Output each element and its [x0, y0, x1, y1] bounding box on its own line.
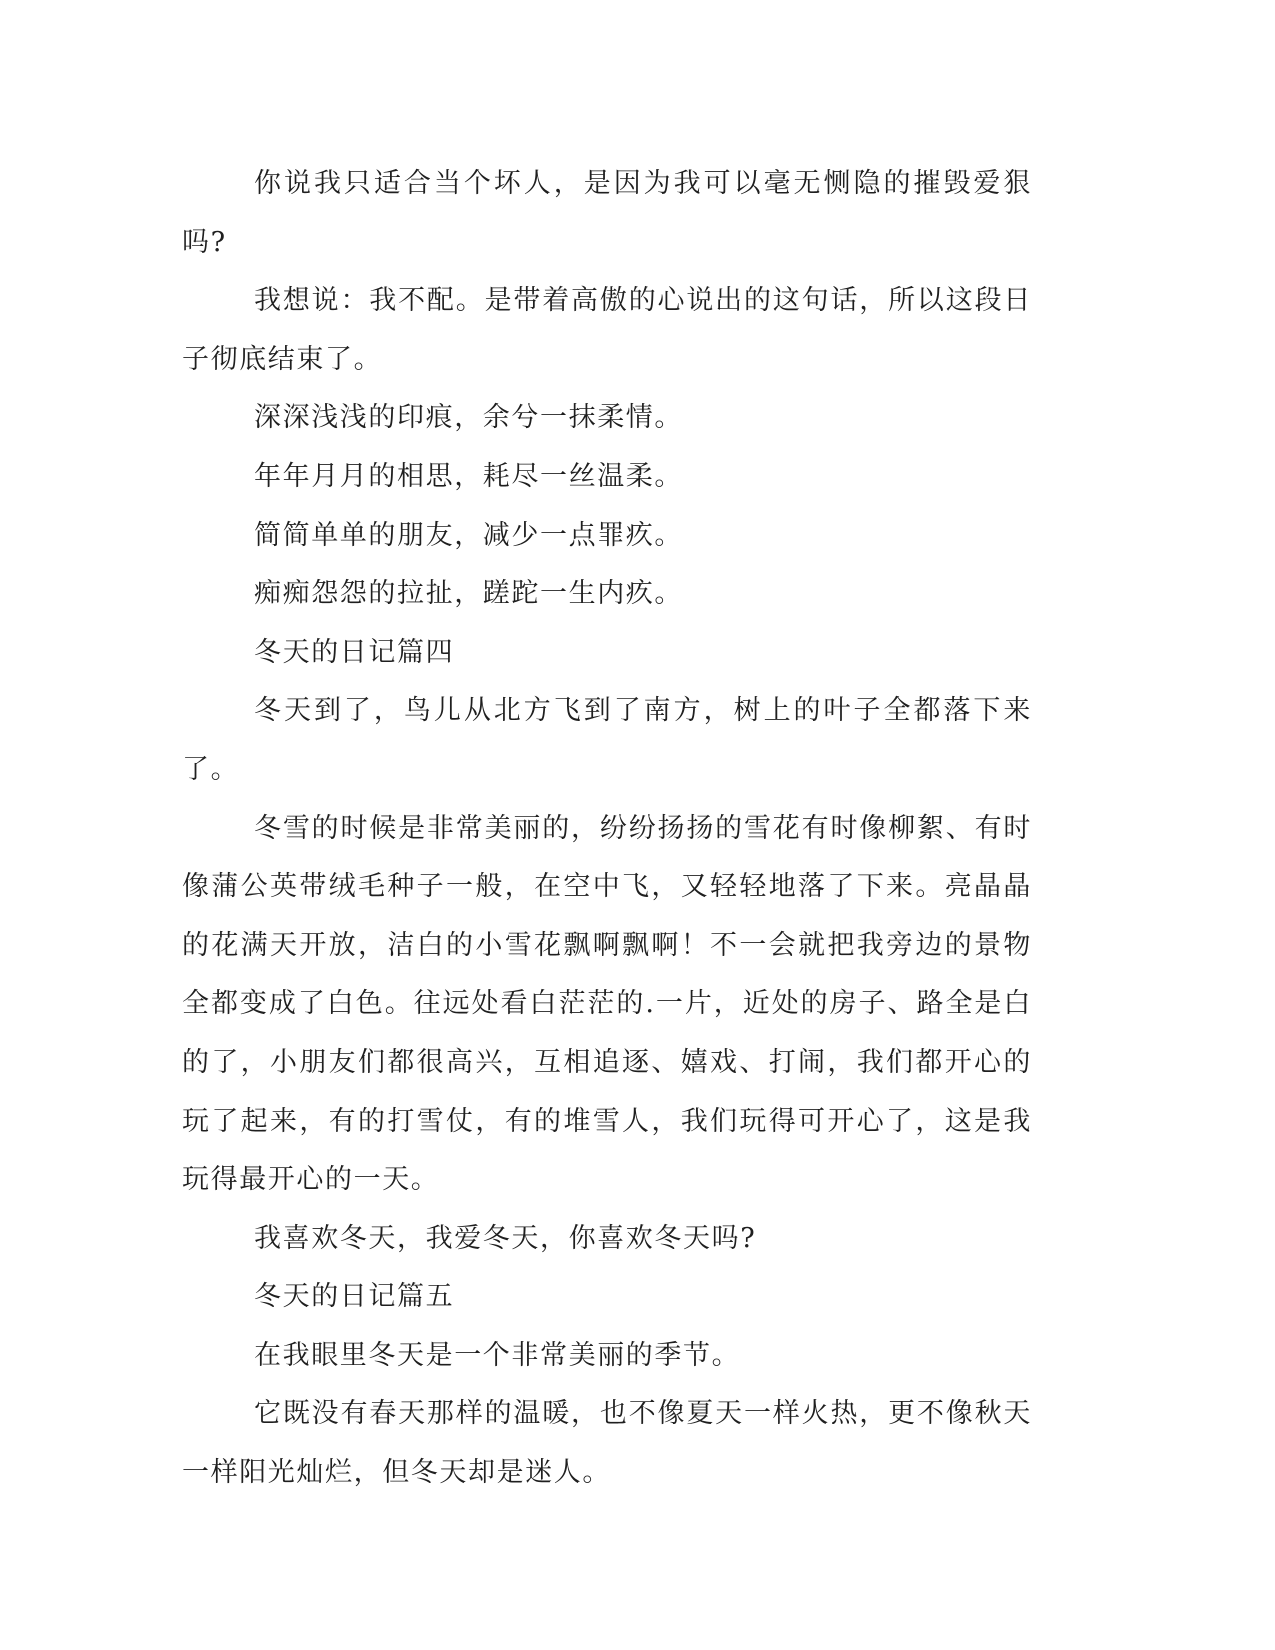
paragraph: 你说我只适合当个坏人，是因为我可以毫无恻隐的摧毁爱狠吗? — [182, 168, 1032, 258]
section-heading: 冬天的日记篇五 — [254, 1281, 455, 1313]
paragraph: 年年月月的相思，耗尽一丝温柔。 — [254, 460, 683, 492]
paragraph: 冬天到了，鸟儿从北方飞到了南方，树上的叶子全都落下来了。 — [182, 695, 1032, 785]
document-body — [182, 155, 1032, 1503]
section-heading: 冬天的日记篇四 — [254, 636, 455, 668]
paragraph: 痴痴怨怨的拉扯，蹉跎一生内疚。 — [254, 578, 683, 610]
paragraph: 简简单单的朋友，减少一点罪疚。 — [254, 519, 683, 551]
paragraph: 冬雪的时候是非常美丽的，纷纷扬扬的雪花有时像柳絮、有时像蒲公英带绒毛种子一般，在空中飞，又轻轻地落了下来。亮晶晶的花满天开放，洁白的小雪花飘啊飘啊！不一会就把我旁边的景物全都变成了白色。往远处看白茫茫的.一片，近处的房子、路全是白的了，小朋友们都很高兴，互相追逐、嬉戏、打闹，我们都开心的玩了起来，有的打雪仗，有的堆雪人，我们玩得可开心了，这是我玩得最开心的一天。 — [182, 812, 1032, 1196]
paragraph: 它既没有春天那样的温暖，也不像夏天一样火热，更不像秋天一样阳光灿烂，但冬天却是迷人。 — [182, 1398, 1032, 1489]
paragraph: 我想说：我不配。是带着高傲的心说出的这句话，所以这段日子彻底结束了。 — [182, 285, 1032, 375]
paragraph: 深深浅浅的印痕，余兮一抹柔情。 — [254, 402, 683, 434]
paragraph: 我喜欢冬天，我爱冬天，你喜欢冬天吗? — [254, 1222, 757, 1254]
paragraph: 在我眼里冬天是一个非常美丽的季节。 — [254, 1339, 741, 1371]
